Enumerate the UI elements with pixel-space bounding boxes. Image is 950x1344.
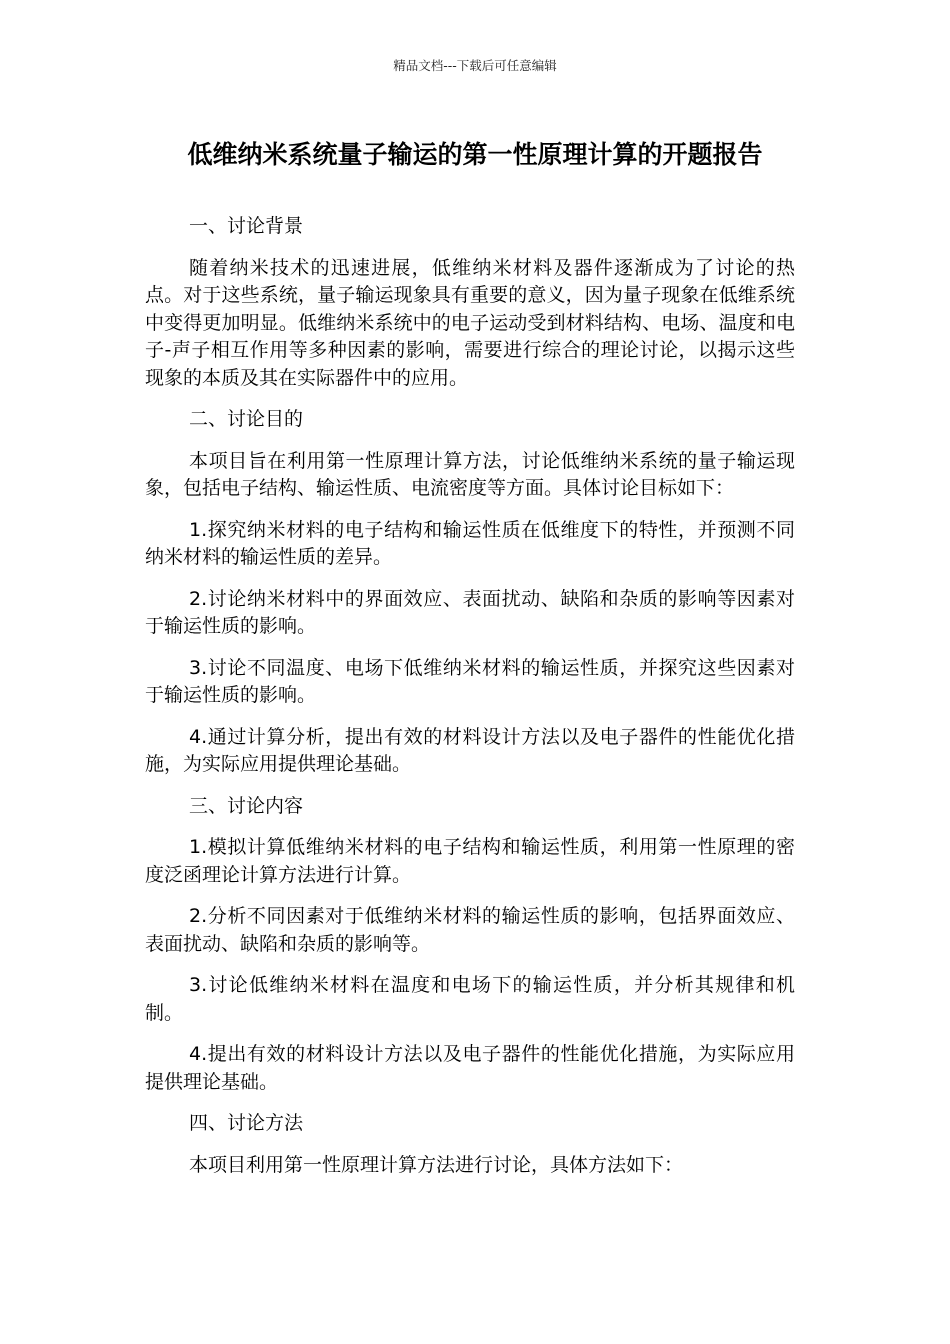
section-heading-purpose: 二、讨论目的	[189, 408, 304, 430]
paragraph-method-intro: 本项目利用第一性原理计算方法进行讨论，具体方法如下：	[189, 1153, 684, 1176]
content-item-2: 2.分析不同因素对于低维纳米材料的输运性质的影响，包括界面效应、表面扰动、缺陷和杂质的影响等。	[145, 905, 795, 955]
document-title: 低维纳米系统量子输运的第一性原理计算的开题报告	[187, 140, 763, 169]
document-body	[145, 213, 795, 1193]
purpose-item-2: 2.讨论纳米材料中的界面效应、表面扰动、缺陷和杂质的影响等因素对于输运性质的影响。	[145, 587, 795, 637]
purpose-item-3: 3.讨论不同温度、电场下低维纳米材料的输运性质，并探究这些因素对于输运性质的影响。	[145, 656, 795, 706]
section-heading-background: 一、讨论背景	[189, 215, 304, 237]
paragraph-background: 随着纳米技术的迅速进展，低维纳米材料及器件逐渐成为了讨论的热点。对于这些系统，量子输运现象具有重要的意义，因为量子现象在低维系统中变得更加明显。低维纳米系统中的电子运动受到材料结构、电场、温度和电子-声子相互作用等多种因素的影响，需要进行综合的理论讨论，以揭示这些现象的本质及其在实际器件中的应用。	[145, 256, 795, 389]
header-note: 精品文档---下载后可任意编辑	[393, 58, 557, 73]
paragraph-purpose-intro: 本项目旨在利用第一性原理计算方法，讨论低维纳米系统的量子输运现象，包括电子结构、输运性质、电流密度等方面。具体讨论目标如下：	[145, 449, 795, 499]
content-item-1: 1.模拟计算低维纳米材料的电子结构和输运性质，利用第一性原理的密度泛函理论计算方法进行计算。	[145, 836, 795, 886]
content-item-3: 3.讨论低维纳米材料在温度和电场下的输运性质，并分析其规律和机制。	[145, 974, 795, 1024]
content-item-4: 4.提出有效的材料设计方法以及电子器件的性能优化措施，为实际应用提供理论基础。	[145, 1043, 795, 1093]
purpose-item-4: 4.通过计算分析，提出有效的材料设计方法以及电子器件的性能优化措施，为实际应用提供理论基础。	[145, 725, 795, 775]
section-heading-method: 四、讨论方法	[189, 1112, 304, 1134]
section-heading-content: 三、讨论内容	[189, 794, 304, 817]
purpose-item-1: 1.探究纳米材料的电子结构和输运性质在低维度下的特性，并预测不同纳米材料的输运性质的差异。	[145, 518, 795, 568]
